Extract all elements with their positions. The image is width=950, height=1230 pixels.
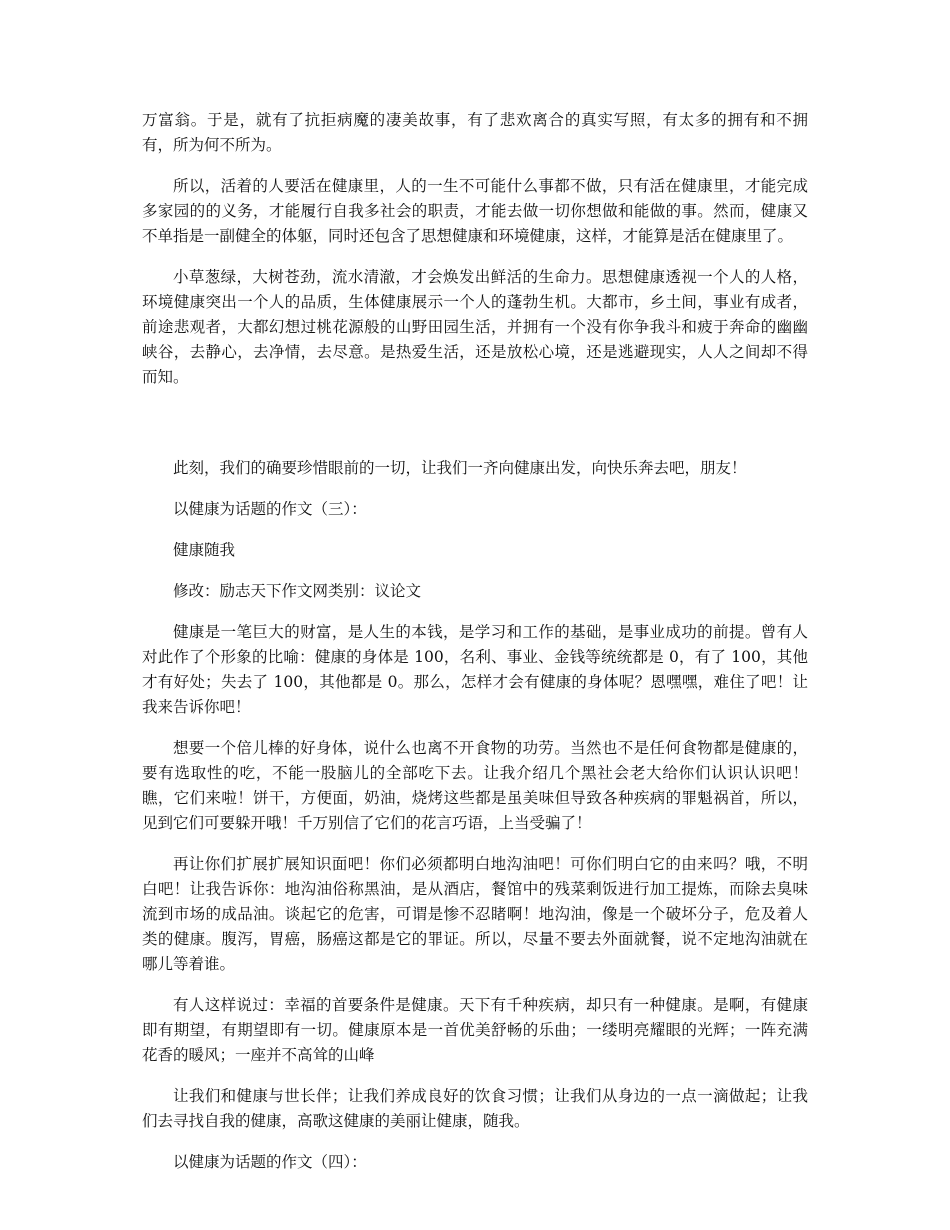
section-gap: [142, 406, 808, 456]
paragraph: 小草葱绿，大树苍劲，流水清澈，才会焕发出鲜活的生命力。思想健康透视一个人的人格，环境健康突出一个人的品质，生体健康展示一个人的蓬勃生机。大都市，乡土间，事业有成者，前途悲观者，大都幻想过桃花源般的山野田园生活，并拥有一个没有你争我斗和疲于奔命的幽幽峡谷，去静心，去净情，去尽意。是热爱生活，还是放松心境，还是逃避现实，人人之间却不得而知。: [142, 268, 808, 386]
paragraph: 健康是一笔巨大的财富，是人生的本钱，是学习和工作的基础，是事业成功的前提。曾有人对此作了个形象的比喻：健康的身体是 100，名利、事业、金钱等统统都是 0，有了 100，其他才有好处；失去了 100，其他都是 0。那么，怎样才会有健康的身体呢？恩嘿嘿，难住了吧！让我来告诉你吧！: [142, 623, 808, 716]
paragraph-continuation: 万富翁。于是，就有了抗拒病魔的凄美故事，有了悲欢离合的真实写照，有太多的拥有和不拥有，所为何不所为。: [142, 111, 808, 154]
essay-title: 健康随我: [173, 541, 236, 559]
paragraph: 让我们和健康与世长伴；让我们养成良好的饮食习惯；让我们从身边的一点一滴做起；让我们去寻找自我的健康，高歌这健康的美丽让健康，随我。: [142, 1087, 808, 1130]
section-heading: 以健康为话题的作文（四）：: [173, 1153, 367, 1171]
paragraph: 此刻，我们的确要珍惜眼前的一切，让我们一齐向健康出发，向快乐奔去吧，朋友！: [173, 459, 747, 477]
document-body: [142, 108, 808, 1191]
paragraph: 所以，活着的人要活在健康里，人的一生不可能什么事都不做，只有活在健康里，才能完成多家园的的义务，才能履行自我多社会的职责，才能去做一切你想做和能做的事。然而，健康又不单指是一副健全的体躯，同时还包含了思想健康和环境健康，这样，才能算是活在健康里了。: [142, 177, 808, 245]
paragraph: 有人这样说过：幸福的首要条件是健康。天下有千种疾病，却只有一种健康。是啊，有健康即有期望，有期望即有一切。健康原本是一首优美舒畅的乐曲；一缕明亮耀眼的光辉；一阵充满花香的暖风；一座并不高耸的山峰: [142, 996, 808, 1064]
section-heading: 以健康为话题的作文（三）：: [173, 500, 367, 518]
essay-meta: 修改：励志天下作文网类别：议论文: [173, 582, 422, 600]
paragraph: 想要一个倍儿棒的好身体，说什么也离不开食物的功劳。当然也不是任何食物都是健康的，要有选取性的吃，不能一股脑儿的全部吃下去。让我介绍几个黑社会老大给你们认识认识吧！瞧，它们来啦！饼干，方便面，奶油，烧烤这些都是虽美味但导致各种疾病的罪魁祸首，所以，见到它们可要躲开哦！千万别信了它们的花言巧语，上当受骗了！: [142, 739, 808, 832]
paragraph: 再让你们扩展扩展知识面吧！你们必须都明白地沟油吧！可你们明白它的由来吗？哦，不明白吧！让我告诉你：地沟油俗称黑油，是从酒店，餐馆中的残菜剩饭进行加工提炼，而除去臭味流到市场的成品油。谈起它的危害，可谓是惨不忍睹啊！地沟油，像是一个破坏分子，危及着人类的健康。腹泻，胃癌，肠癌这都是它的罪证。所以，尽量不要去外面就餐，说不定地沟油就在哪儿等着谁。: [142, 855, 808, 973]
